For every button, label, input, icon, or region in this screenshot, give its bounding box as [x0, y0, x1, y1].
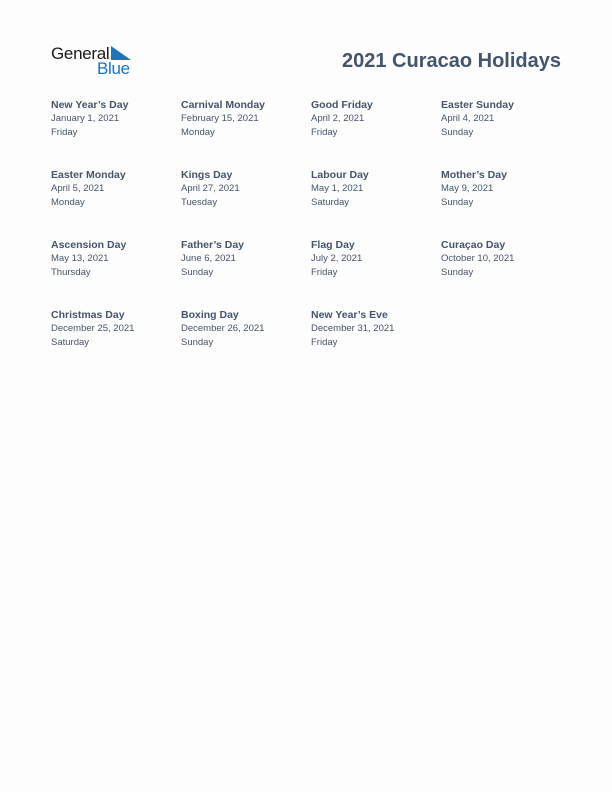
holiday-name: Ascension Day — [51, 239, 127, 251]
holiday-name: Easter Monday — [51, 169, 126, 181]
holiday-name: Flag Day — [311, 239, 355, 251]
holiday-name: Mother’s Day — [441, 169, 507, 181]
holiday-date: May 9, 2021 — [441, 183, 494, 194]
holiday-day: Monday — [51, 196, 85, 208]
logo-text-general: General — [51, 44, 110, 63]
holiday-day: Saturday — [311, 196, 350, 208]
holiday-name: Father’s Day — [181, 239, 245, 251]
holiday-name: Christmas Day — [51, 309, 125, 321]
holiday-day: Sunday — [181, 266, 214, 278]
holiday-date: December 25, 2021 — [51, 323, 135, 334]
logo-triangle-icon — [111, 46, 131, 60]
holiday-date: February 15, 2021 — [181, 113, 259, 124]
holiday-name: Kings Day — [181, 169, 233, 181]
holiday-name: New Year’s Eve — [311, 309, 388, 321]
holiday-date: December 31, 2021 — [311, 323, 395, 334]
holiday-name: Carnival Monday — [181, 99, 266, 111]
holiday-day: Thursday — [51, 266, 91, 278]
holiday-name: Curaçao Day — [441, 239, 506, 251]
holiday-day: Sunday — [441, 196, 474, 208]
holiday-grid — [51, 98, 571, 378]
holiday-date: April 4, 2021 — [441, 113, 495, 124]
holiday-day: Saturday — [51, 336, 90, 348]
holiday-day: Friday — [311, 126, 338, 138]
holiday-day: Sunday — [181, 336, 214, 348]
holiday-day: Sunday — [441, 126, 474, 138]
holiday-item — [51, 238, 181, 308]
holiday-name: Good Friday — [311, 99, 373, 111]
holiday-date: May 1, 2021 — [311, 183, 364, 194]
holiday-date: October 10, 2021 — [441, 253, 515, 264]
holiday-day: Friday — [311, 266, 338, 278]
holiday-item — [441, 238, 571, 308]
holiday-name: Easter Sunday — [441, 99, 514, 111]
holiday-day: Friday — [311, 336, 338, 348]
holiday-item — [51, 98, 181, 168]
holiday-date: January 1, 2021 — [51, 113, 120, 124]
holiday-name: Labour Day — [311, 169, 369, 181]
holiday-item — [181, 308, 311, 378]
holiday-item — [441, 168, 571, 238]
holiday-date: April 2, 2021 — [311, 113, 365, 124]
holiday-day: Friday — [51, 126, 78, 138]
holiday-item — [311, 98, 441, 168]
holiday-date: May 13, 2021 — [51, 253, 109, 264]
holiday-item — [51, 168, 181, 238]
holiday-item — [311, 308, 441, 378]
holiday-date: June 6, 2021 — [181, 253, 236, 264]
holiday-name: Boxing Day — [181, 309, 239, 321]
holiday-date: April 27, 2021 — [181, 183, 240, 194]
holiday-date: July 2, 2021 — [311, 253, 363, 264]
holiday-item — [311, 168, 441, 238]
holiday-day: Tuesday — [181, 196, 218, 208]
holiday-item — [181, 98, 311, 168]
logo — [51, 44, 141, 78]
holiday-item — [181, 168, 311, 238]
holiday-name: New Year’s Day — [51, 99, 129, 111]
holiday-item — [311, 238, 441, 308]
holiday-item — [51, 308, 181, 378]
logo-text-blue: Blue — [97, 59, 130, 78]
holiday-date: December 26, 2021 — [181, 323, 265, 334]
holiday-day: Sunday — [441, 266, 474, 278]
holiday-day: Monday — [181, 126, 215, 138]
holiday-item — [441, 98, 571, 168]
holiday-date: April 5, 2021 — [51, 183, 105, 194]
holiday-item — [181, 238, 311, 308]
page-title: 2021 Curacao Holidays — [342, 50, 561, 72]
